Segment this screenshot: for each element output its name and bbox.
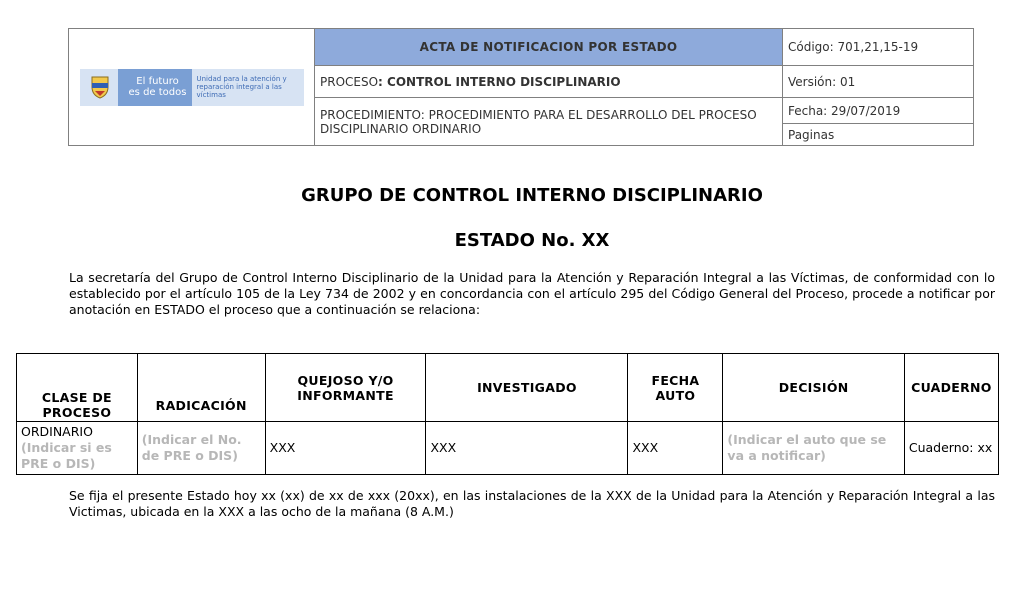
document-code: Código: 701,21,15-19 bbox=[783, 29, 974, 66]
table-header-row bbox=[17, 354, 999, 422]
cell-decision: (Indicar el auto que se va a notificar) bbox=[723, 422, 904, 475]
document-header bbox=[68, 28, 974, 146]
entity-logo bbox=[80, 69, 304, 106]
cell-cuaderno: Cuaderno: xx bbox=[904, 422, 998, 475]
cell-quejoso: XXX bbox=[265, 422, 426, 475]
logo-cell bbox=[69, 29, 315, 146]
coat-of-arms-icon bbox=[86, 73, 114, 101]
logo-slogan: El futuro es de todos bbox=[118, 69, 192, 106]
document-title: GRUPO DE CONTROL INTERNO DISCIPLINARIO bbox=[301, 185, 763, 206]
table-row bbox=[17, 422, 999, 475]
col-header-cuaderno: CUADERNO bbox=[904, 354, 998, 422]
procedure-field: PROCEDIMIENTO: PROCEDIMIENTO PARA EL DESARROLLO DEL PROCESO DISCIPLINARIO ORDINARIO bbox=[315, 98, 783, 146]
col-header-clase: CLASE DE PROCESO bbox=[17, 354, 138, 422]
document-date: Fecha: 29/07/2019 bbox=[783, 98, 974, 124]
document-type-title: ACTA DE NOTIFICACION POR ESTADO bbox=[315, 29, 783, 66]
process-field: PROCESO: CONTROL INTERNO DISCIPLINARIO bbox=[315, 66, 783, 98]
col-header-fecha-auto: FECHA AUTO bbox=[628, 354, 723, 422]
intro-paragraph: La secretaría del Grupo de Control Interno Disciplinario de la Unidad para la Atención y Reparación Integral a las Víctimas, de conformidad con lo establecido por el artículo 105 de la Ley 734 de 2002 y en concordancia con el artículo 295 del Código General del Proceso, procede a notificar por anotación en ESTADO el proceso que a continuación se relaciona: bbox=[69, 270, 995, 317]
col-header-decision: DECISIÓN bbox=[723, 354, 904, 422]
cell-investigado: XXX bbox=[426, 422, 628, 475]
col-header-radicacion: RADICACIÓN bbox=[137, 354, 265, 422]
state-number: ESTADO No. XX bbox=[454, 230, 610, 251]
cell-fecha-auto: XXX bbox=[628, 422, 723, 475]
closing-paragraph: Se fija el presente Estado hoy xx (xx) de xx de xxx (20xx), en las instalaciones de la XXX de la Unidad para la Atención y Reparación Integral a las Victimas, ubicada en la XXX a las ocho de la mañana (8 A.M.) bbox=[69, 488, 995, 519]
col-header-investigado: INVESTIGADO bbox=[426, 354, 628, 422]
document-version: Versión: 01 bbox=[783, 66, 974, 98]
col-header-quejoso: QUEJOSO Y/O INFORMANTE bbox=[265, 354, 426, 422]
document-pages: Paginas bbox=[783, 124, 974, 146]
logo-unit-text: Unidad para la atención y reparación integral a las víctimas bbox=[196, 75, 287, 99]
cell-clase: ORDINARIO (Indicar si es PRE o DIS) bbox=[17, 422, 138, 475]
process-table bbox=[16, 353, 999, 475]
cell-radicacion: (Indicar el No. de PRE o DIS) bbox=[137, 422, 265, 475]
